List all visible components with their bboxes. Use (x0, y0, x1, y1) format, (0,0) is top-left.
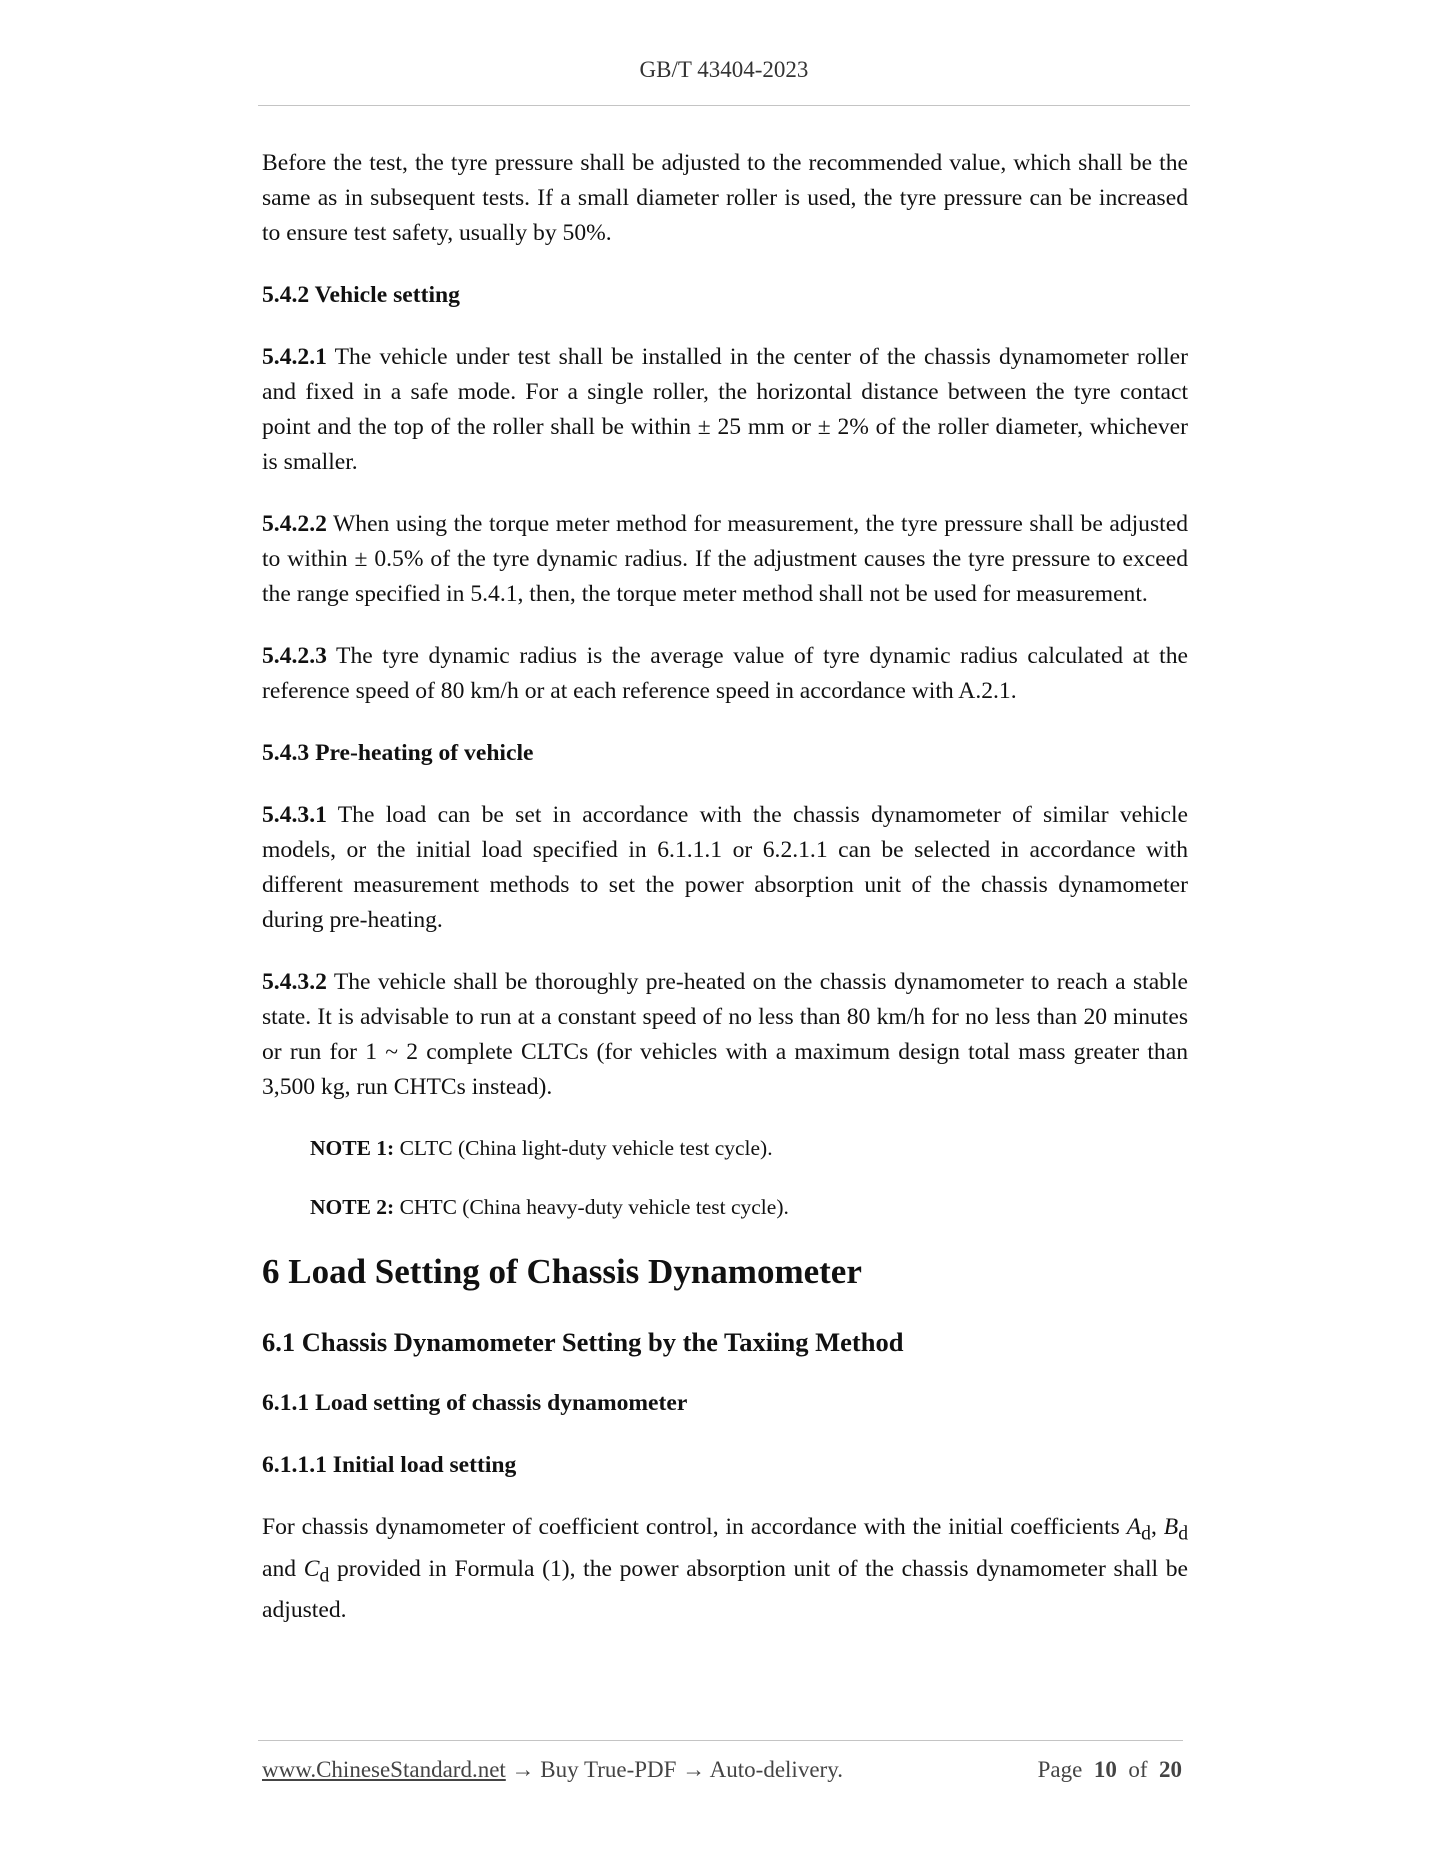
auto-delivery-text: Auto-delivery. (709, 1757, 843, 1782)
page-label: Page (1037, 1757, 1083, 1782)
of-label: of (1128, 1757, 1148, 1782)
heading-5-4-2: 5.4.2 Vehicle setting (262, 282, 460, 308)
heading-5-4-3: 5.4.3 Pre-heating of vehicle (262, 740, 534, 766)
clause-number: 5.4.2.2 (262, 511, 327, 537)
note-text: CHTC (China heavy-duty vehicle test cycle). (394, 1195, 789, 1219)
subscript-d: d (1141, 1522, 1151, 1545)
paragraph-5-4-2-1 (262, 340, 1188, 480)
total-pages: 20 (1159, 1757, 1182, 1782)
buy-pdf-text: Buy True-PDF (540, 1757, 677, 1782)
header-divider (258, 105, 1190, 106)
paragraph-5-4-3-1 (262, 798, 1188, 938)
footer-divider (258, 1740, 1183, 1741)
text-run: provided in Formula (1), the power absorption unit of the chassis dynamometer shall be adjusted. (262, 1555, 1189, 1624)
heading-6-1-1: 6.1.1 Load setting of chassis dynamometer (262, 1390, 688, 1416)
note-label: NOTE 1: (310, 1136, 395, 1160)
paragraph-5-4-3-2 (262, 965, 1188, 1105)
text-run: For chassis dynamometer of coefficient control, in accordance with the initial coefficients (262, 1514, 1127, 1540)
paragraph-5-4-2-2 (262, 507, 1188, 612)
clause-number: 5.4.2.1 (262, 344, 327, 370)
page-footer (262, 1757, 1182, 1783)
symbol-C: C (303, 1555, 320, 1582)
heading-6-1: 6.1 Chassis Dynamometer Setting by the Taxiing Method (262, 1327, 904, 1357)
clause-number: 5.4.3.1 (262, 802, 327, 828)
clause-text: The tyre dynamic radius is the average value of tyre dynamic radius calculated at the reference speed of 80 km/h or at each reference speed in accordance with A.2.1. (262, 643, 1188, 704)
note-text: CLTC (China light-duty vehicle test cycle). (394, 1136, 773, 1160)
arrow-icon: → (676, 1757, 710, 1782)
clause-text: The load can be set in accordance with the chassis dynamometer of similar vehicle models, or the initial load specified in 6.1.1.1 or 6.2.1.1 can be selected in accordance with different measurement methods to set the power absorption unit of the chassis dynamometer during pre-heating. (262, 802, 1188, 933)
symbol-A: A (1126, 1514, 1142, 1540)
heading-6-1-1-1: 6.1.1.1 Initial load setting (262, 1452, 517, 1478)
note-1 (310, 1132, 1188, 1164)
document-body (262, 146, 1188, 1655)
arrow-icon: → (505, 1757, 541, 1782)
page-header: GB/T 43404-2023 (639, 57, 809, 82)
website-link[interactable]: www.ChineseStandard.net (262, 1757, 506, 1782)
clause-text: When using the torque meter method for measurement, the tyre pressure shall be adjusted to within ± 0.5% of the tyre dynamic radius. If the adjustment causes the tyre pressure to exceed the range specified in 5.4.1, then, the torque meter method shall not be used for measurement. (262, 511, 1188, 607)
subscript-d: d (1178, 1522, 1189, 1545)
text-run: and (262, 1555, 304, 1582)
text-run: , (1150, 1514, 1164, 1540)
current-page: 10 (1093, 1757, 1117, 1782)
note-label: NOTE 2: (310, 1195, 395, 1219)
heading-chapter-6: 6 Load Setting of Chassis Dynamometer (262, 1252, 862, 1291)
page-number (1038, 1757, 1182, 1783)
symbol-B: B (1163, 1514, 1179, 1540)
subscript-d: d (319, 1564, 330, 1587)
paragraph-initial-load (262, 1510, 1188, 1628)
clause-text: The vehicle under test shall be installed in the center of the chassis dynamometer roller and fixed in a safe mode. For a single roller, the horizontal distance between the tyre contact point and the top of the roller shall be within ± 25 mm or ± 2% of the roller diameter, whichever is smaller. (262, 344, 1188, 475)
clause-number: 5.4.2.3 (262, 643, 327, 669)
clause-text: The vehicle shall be thoroughly pre-heated on the chassis dynamometer to reach a stable state. It is advisable to run at a constant speed of no less than 80 km/h for no less than 20 minutes or run for 1 ~ 2 complete CLTCs (for vehicles with a maximum design total mass greater than 3,500 kg, run CHTCs instead). (262, 969, 1188, 1100)
paragraph-5-4-2-3 (262, 639, 1188, 709)
clause-number: 5.4.3.2 (262, 969, 327, 995)
paragraph-intro: Before the test, the tyre pressure shall be adjusted to the recommended value, which shall be the same as in subsequent tests. If a small diameter roller is used, the tyre pressure can be increased to ensure test safety, usually by 50%. (262, 150, 1188, 246)
note-2 (310, 1191, 1188, 1223)
